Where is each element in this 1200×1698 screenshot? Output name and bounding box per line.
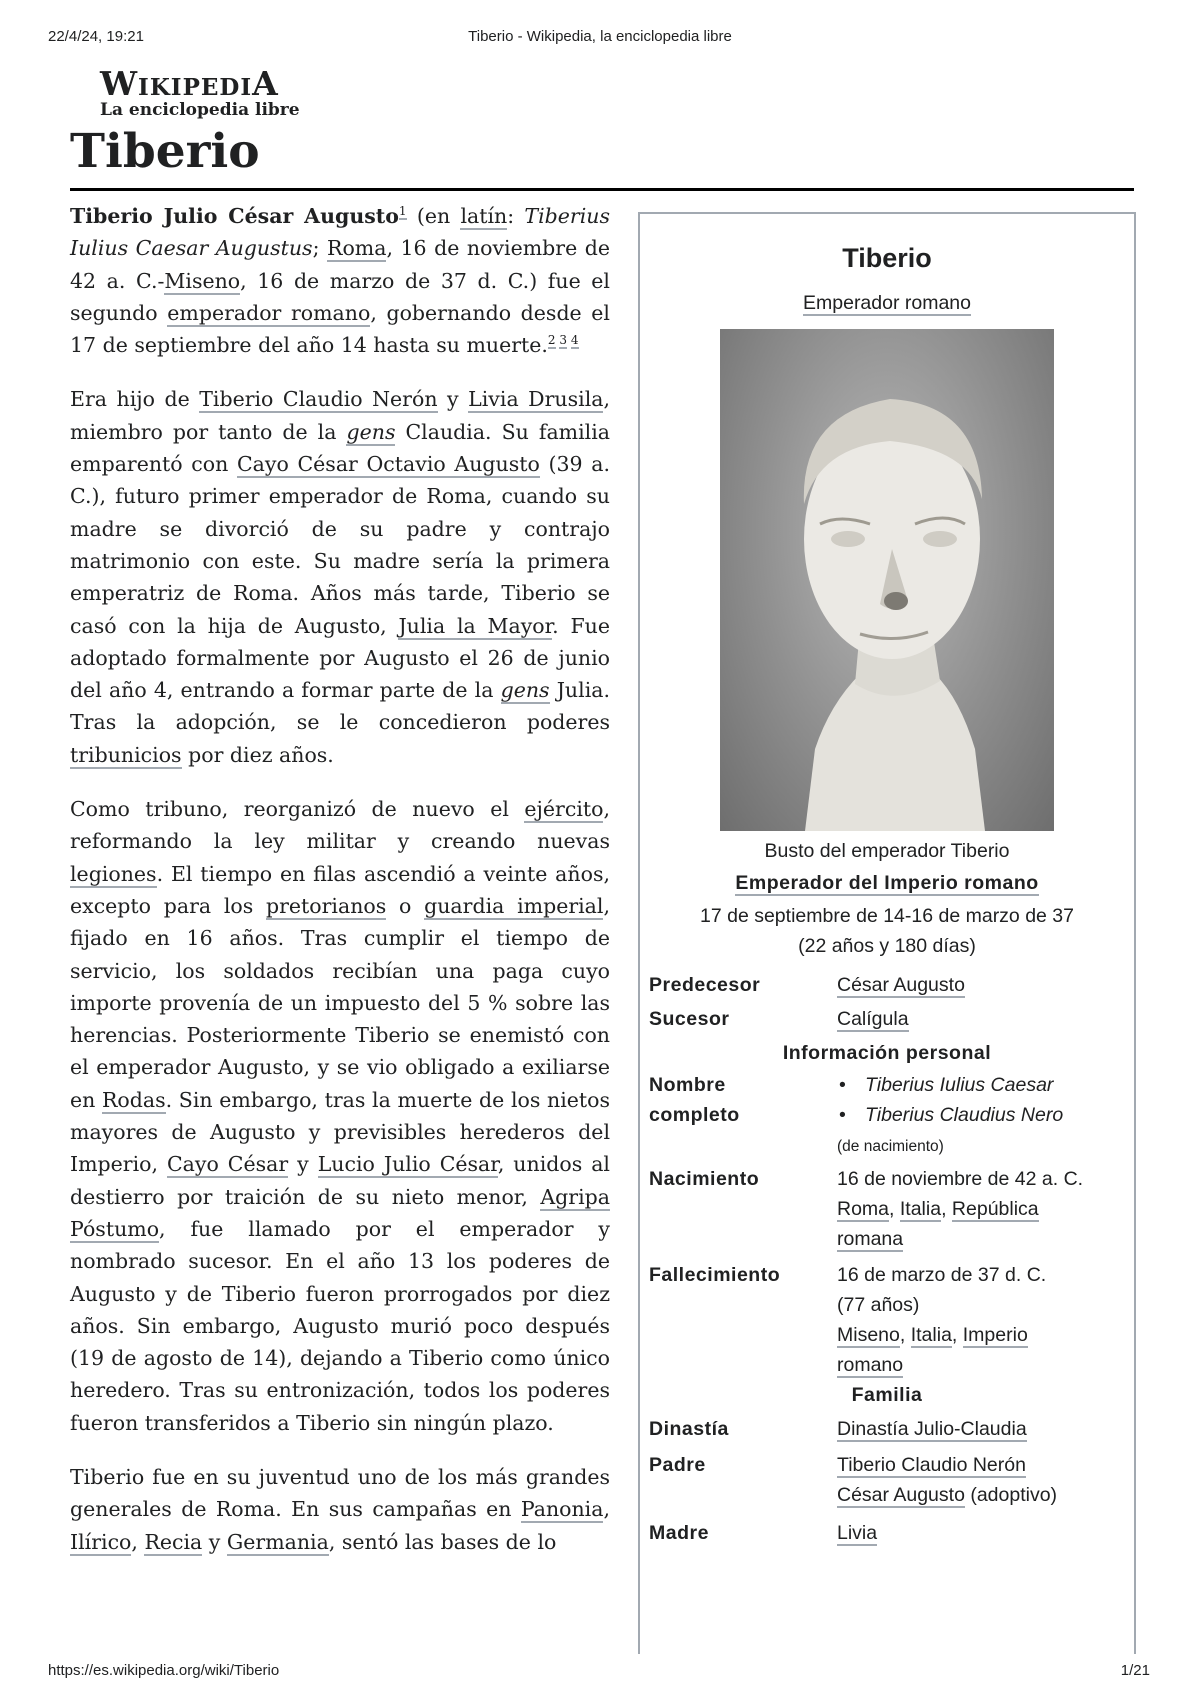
link-lucio-julio-cesar[interactable]: Lucio Julio César bbox=[317, 1152, 498, 1177]
paragraph-family bbox=[70, 383, 610, 771]
label-fallecimiento: Fallecimiento bbox=[649, 1264, 781, 1286]
header-familia: Familia bbox=[851, 1384, 923, 1406]
wikipedia-tagline: La enciclopedia libre bbox=[100, 100, 300, 120]
link-rodas[interactable]: Rodas bbox=[101, 1087, 166, 1112]
link-gens[interactable] bbox=[346, 420, 395, 446]
link-ejercito[interactable]: ejército bbox=[524, 797, 604, 822]
birth-date: 16 de noviembre de 42 a. C. bbox=[837, 1168, 1084, 1190]
wikipedia-wordmark: WikipediA bbox=[100, 64, 279, 103]
text: . Fue adoptado formalmente por Augusto el 26 de junio del año 4, entrando a formar parte de la bbox=[70, 613, 611, 703]
text: Claudia. Su familia emparentó con bbox=[70, 419, 610, 477]
bust-illustration bbox=[720, 329, 1054, 831]
latin-name: Tiberius Iulius Caesar Augustus bbox=[70, 204, 610, 261]
bust-image[interactable] bbox=[720, 329, 1054, 831]
link-latin[interactable]: latín bbox=[460, 204, 508, 228]
link-italia-2[interactable]: Italia bbox=[910, 1324, 952, 1346]
text: , bbox=[603, 1497, 610, 1522]
text: . Sin embargo, tras la muerte de los nietos mayores de Augusto y previsibles herederos del Imperio, bbox=[70, 1087, 610, 1177]
infobox bbox=[638, 212, 1136, 1654]
link-livia-drusila[interactable]: Livia Drusila bbox=[468, 387, 604, 412]
print-page-number: 1/21 bbox=[1120, 1662, 1150, 1679]
reign-dates bbox=[640, 901, 1134, 961]
text: , fue llamado por el emperador y nombrado sucesor. En el año 13 los poderes de Augusto y de Tiberio fueron prorrogados por diez años. Sin embargo, Augusto murió poco después (19 de agosto de 14), dejando a Tiberio como único heredero. Tras su entronización, todos los poderes fueron transferidos a Tiberio sin ningún plazo. bbox=[70, 1216, 610, 1435]
text: . El tiempo en filas ascendió a veinte años, excepto para los bbox=[70, 861, 610, 918]
text: , unidos al destierro por traición de su nieto menor, bbox=[70, 1152, 610, 1209]
ref-link[interactable]: 2 bbox=[547, 333, 556, 348]
paragraph-campaigns bbox=[70, 1461, 610, 1558]
text: , fijado en 16 años. Tras cumplir el tiempo de servicio, los soldados recibían una paga cuyo importe provenía de un impuesto del 5 % sobre las herencias. Posteriormente Tiberio se enemistó con el emperador Augusto, y se vio obligado a exiliarse en bbox=[70, 893, 610, 1112]
text: , miembro por tanto de la bbox=[70, 387, 611, 444]
link-germania[interactable]: Germania bbox=[226, 1529, 329, 1554]
label-madre: Madre bbox=[649, 1522, 709, 1544]
list-item: • Tiberius Claudius Nero bbox=[837, 1100, 1127, 1130]
link-agripa-postumo[interactable]: Agripa Póstumo bbox=[70, 1184, 610, 1241]
paragraph-intro bbox=[70, 200, 610, 361]
link-julia-la-mayor[interactable]: Julia la Mayor bbox=[398, 613, 553, 638]
print-page-title: Tiberio - Wikipedia, la enciclopedia libre bbox=[468, 28, 732, 45]
text: : bbox=[507, 204, 525, 228]
link-guardia-imperial[interactable]: guardia imperial bbox=[424, 893, 604, 918]
reign-duration: (22 años y 180 días) bbox=[798, 935, 976, 957]
link-emperador-imperio-romano[interactable]: Emperador del Imperio romano bbox=[735, 872, 1039, 894]
link-recia[interactable]: Recia bbox=[144, 1529, 203, 1554]
ref-link[interactable]: 4 bbox=[570, 333, 579, 348]
text: Julia. Tras la adopción, se le concedieron poderes bbox=[70, 678, 610, 735]
text: , sentó las bases de lo bbox=[328, 1529, 557, 1554]
link-dinastia-julio-claudia[interactable]: Dinastía Julio-Claudia bbox=[837, 1418, 1027, 1440]
death-age: (77 años) bbox=[837, 1294, 920, 1316]
link-republica-romana-2[interactable] bbox=[837, 1228, 903, 1252]
link-republica-romana[interactable] bbox=[952, 1198, 1039, 1222]
link-text: Imperio bbox=[962, 1324, 1028, 1346]
page-title: Tiberio bbox=[70, 124, 260, 179]
link-roma-infobox[interactable]: Roma bbox=[837, 1198, 890, 1220]
link-augusto[interactable]: Cayo César Octavio Augusto bbox=[236, 452, 540, 477]
title-divider bbox=[70, 188, 1134, 191]
header-informacion-personal: Información personal bbox=[782, 1042, 992, 1064]
link-ilirico[interactable]: Ilírico bbox=[70, 1529, 132, 1554]
text: , bbox=[131, 1529, 145, 1554]
link-emperador-romano-infobox[interactable]: Emperador romano bbox=[803, 292, 971, 314]
link-italia[interactable]: Italia bbox=[899, 1198, 942, 1220]
link-imperio-romano[interactable] bbox=[963, 1324, 1028, 1348]
text: y bbox=[437, 387, 469, 412]
reign-range: 17 de septiembre de 14-16 de marzo de 37 bbox=[700, 905, 1074, 927]
label-predecesor: Predecesor bbox=[649, 974, 761, 996]
text: y bbox=[288, 1152, 318, 1177]
link-gens-2[interactable] bbox=[501, 678, 550, 704]
link-text: romano bbox=[837, 1354, 904, 1376]
link-roma[interactable]: Roma bbox=[327, 236, 387, 261]
link-legiones[interactable]: legiones bbox=[70, 861, 157, 886]
text: Tiberio fue en su juventud uno de los más grandes generales de Roma. En sus campañas en bbox=[70, 1464, 610, 1522]
link-miseno-infobox[interactable]: Miseno bbox=[837, 1324, 900, 1346]
ref-link[interactable]: 1 bbox=[398, 204, 407, 219]
text: (en bbox=[406, 204, 461, 228]
link-cesar-augusto[interactable]: César Augusto bbox=[837, 974, 965, 996]
text: , reformando la ley militar y creando nuevas bbox=[70, 797, 610, 854]
link-miseno[interactable]: Miseno bbox=[164, 268, 241, 293]
separator: , bbox=[951, 1324, 963, 1346]
text: , 16 de noviembre de 42 a. C.- bbox=[70, 236, 610, 293]
label-sucesor: Sucesor bbox=[649, 1008, 730, 1030]
office-title bbox=[640, 869, 1134, 897]
link-tribunicios[interactable]: tribunicios bbox=[70, 742, 182, 767]
text: Era hijo de bbox=[70, 387, 200, 412]
link-text: gens bbox=[500, 678, 550, 703]
article-body bbox=[70, 200, 610, 1580]
text: ; bbox=[312, 236, 328, 261]
link-cayo-cesar[interactable]: Cayo César bbox=[166, 1152, 289, 1177]
link-tiberio-claudio-neron[interactable]: Tiberio Claudio Nerón bbox=[199, 387, 438, 412]
separator: , bbox=[889, 1198, 900, 1220]
paragraph-military bbox=[70, 793, 610, 1439]
link-text: República bbox=[951, 1198, 1039, 1220]
link-tiberio-claudio-neron-infobox[interactable]: Tiberio Claudio Nerón bbox=[837, 1454, 1026, 1476]
link-panonia[interactable]: Panonia bbox=[520, 1497, 604, 1522]
wikipedia-logo[interactable] bbox=[100, 66, 300, 120]
separator: , bbox=[941, 1198, 952, 1220]
nombre-list bbox=[837, 1070, 1127, 1130]
ref-link[interactable]: 3 bbox=[559, 333, 568, 348]
label-text: Nombre bbox=[649, 1074, 726, 1096]
nombre-note: (de nacimiento) bbox=[837, 1138, 944, 1155]
text: (39 a. C.), futuro primer emperador de Roma, cuando su madre se divorció de su padre y contrajo matrimonio con este. Su madre sería la primera emperatriz de Roma. Años más tarde, Tiberio se casó con la hija de Augusto, bbox=[70, 452, 610, 638]
link-text: gens bbox=[346, 419, 396, 444]
link-caligula[interactable]: Calígula bbox=[837, 1008, 909, 1030]
link-text: romana bbox=[837, 1228, 904, 1250]
death-date: 16 de marzo de 37 d. C. bbox=[837, 1264, 1047, 1286]
text: , gobernando desde el 17 de septiembre del año 14 hasta su muerte. bbox=[70, 300, 610, 358]
label-nacimiento: Nacimiento bbox=[649, 1168, 760, 1190]
link-imperio-romano-2[interactable] bbox=[837, 1354, 903, 1378]
label-padre: Padre bbox=[649, 1454, 706, 1476]
adoptive-note: (adoptivo) bbox=[964, 1484, 1058, 1506]
print-datetime: 22/4/24, 19:21 bbox=[48, 28, 144, 45]
infobox-subtitle bbox=[640, 292, 1134, 315]
image-caption: Busto del emperador Tiberio bbox=[764, 840, 1010, 862]
label-text: completo bbox=[649, 1104, 740, 1126]
link-pretorianos[interactable]: pretorianos bbox=[266, 893, 387, 918]
label-nombre-completo bbox=[649, 1070, 829, 1130]
label-dinastia: Dinastía bbox=[649, 1418, 729, 1440]
subject-name: Tiberio Julio César Augusto bbox=[70, 204, 399, 228]
separator: , bbox=[899, 1324, 911, 1346]
text: por diez años. bbox=[181, 742, 334, 767]
text: y bbox=[202, 1529, 227, 1554]
infobox-title: Tiberio bbox=[842, 243, 932, 273]
text: Como tribuno, reorganizó de nuevo el bbox=[70, 797, 525, 822]
link-livia[interactable]: Livia bbox=[837, 1522, 878, 1544]
list-item: • Tiberius Iulius Caesar bbox=[837, 1070, 1127, 1100]
text: o bbox=[386, 893, 425, 918]
print-url: https://es.wikipedia.org/wiki/Tiberio bbox=[48, 1662, 280, 1679]
link-cesar-augusto-padre[interactable]: César Augusto bbox=[837, 1484, 965, 1506]
link-emperador-romano[interactable]: emperador romano bbox=[167, 300, 371, 325]
text: , 16 de marzo de 37 d. C.) fue el segundo bbox=[70, 268, 610, 325]
